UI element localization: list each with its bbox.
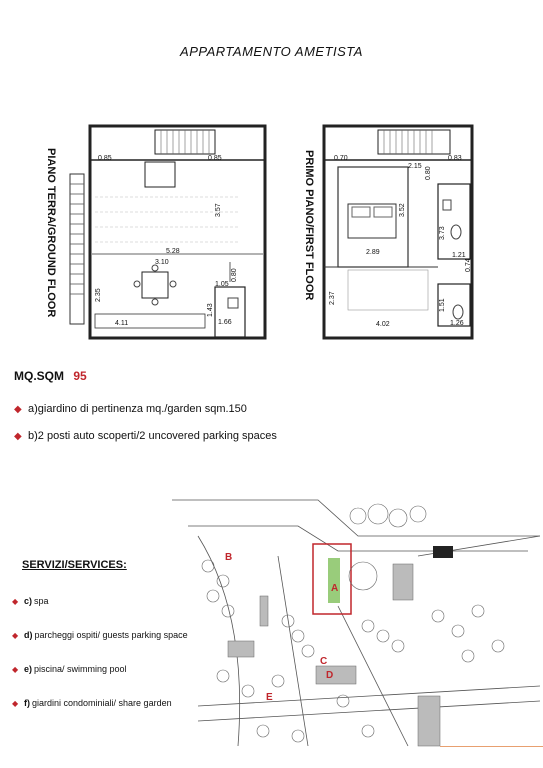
bullet-icon: ◆ — [14, 403, 22, 415]
feature-item — [14, 403, 277, 415]
site-letter-c: C — [320, 656, 328, 667]
feature-text: b)2 posti auto scoperti/2 uncovered parking spaces — [28, 430, 277, 442]
area-block — [14, 369, 87, 383]
feature-item — [14, 430, 277, 442]
service-text: giardini condominiali/ share garden — [32, 698, 172, 708]
services-title: SERVIZI/SERVICES: — [22, 559, 127, 571]
feature-text: a)giardino di pertinenza mq./garden sqm.150 — [28, 403, 247, 415]
gf-dim-6: 0.80 — [231, 268, 238, 282]
ff-dim-13: 1.26 — [450, 320, 464, 327]
footer-rule — [440, 746, 543, 747]
site-plan — [168, 496, 540, 758]
bullet-icon: ◆ — [12, 698, 19, 708]
service-key: f) — [24, 698, 30, 708]
service-item — [12, 698, 172, 708]
page-title: APPARTAMENTO AMETISTA — [180, 44, 363, 59]
ff-dim-10: 2.37 — [329, 291, 336, 305]
site-letter-d: D — [326, 670, 334, 681]
ff-dim-6: 2.89 — [366, 249, 380, 256]
service-key: e) — [24, 664, 33, 674]
ff-dim-8: 1.21 — [452, 252, 466, 259]
service-key: c) — [24, 596, 33, 606]
gf-dim-3: 3.57 — [215, 203, 222, 217]
gf-dim-2: 0.85 — [208, 155, 222, 162]
gf-dim-10: 1.66 — [218, 319, 232, 326]
ff-dim-2: 2.15 — [408, 163, 422, 170]
ff-dim-1: 0.70 — [334, 155, 348, 162]
ff-dim-7: 3.73 — [439, 226, 446, 240]
area-value: 95 — [73, 369, 87, 383]
ff-dim-4: 0.80 — [425, 166, 432, 180]
service-item — [12, 596, 49, 606]
site-letter-b: B — [225, 552, 233, 563]
bullet-icon: ◆ — [12, 664, 19, 674]
gf-dim-8: 2.35 — [95, 288, 102, 302]
area-label: MQ.SQM — [14, 369, 64, 383]
ff-dim-12: 4.02 — [376, 321, 390, 328]
service-text: spa — [34, 596, 49, 606]
ff-dim-9: 0.74 — [465, 258, 472, 272]
ground-floor-plan — [60, 112, 270, 342]
first-floor-label: PRIMO PIANO/FIRST FLOOR — [303, 150, 315, 301]
site-letter-a: A — [331, 583, 339, 594]
gf-dim-5: 3.10 — [155, 259, 169, 266]
site-letter-e: E — [266, 692, 273, 703]
bullet-icon: ◆ — [12, 630, 19, 640]
features-list — [14, 403, 277, 457]
gf-dim-7: 1.05 — [215, 281, 229, 288]
gf-dim-11: 4.11 — [115, 320, 129, 327]
ff-dim-11: 1.51 — [439, 298, 446, 312]
service-text: piscina/ swimming pool — [34, 664, 127, 674]
bullet-icon: ◆ — [14, 430, 22, 442]
ff-dim-3: 0.83 — [448, 155, 462, 162]
gf-dim-4: 5.28 — [166, 248, 180, 255]
gf-dim-1: 0.85 — [98, 155, 112, 162]
gf-dim-9: 1.43 — [207, 303, 214, 317]
service-item — [12, 664, 127, 674]
service-item — [12, 630, 188, 640]
ground-floor-label: PIANO TERRA/GROUND FLOOR — [45, 148, 57, 318]
service-text: parcheggi ospiti/ guests parking space — [34, 630, 188, 640]
first-floor-plan — [318, 112, 478, 342]
bullet-icon: ◆ — [12, 596, 19, 606]
service-key: d) — [24, 630, 33, 640]
ff-dim-5: 3.52 — [399, 203, 406, 217]
